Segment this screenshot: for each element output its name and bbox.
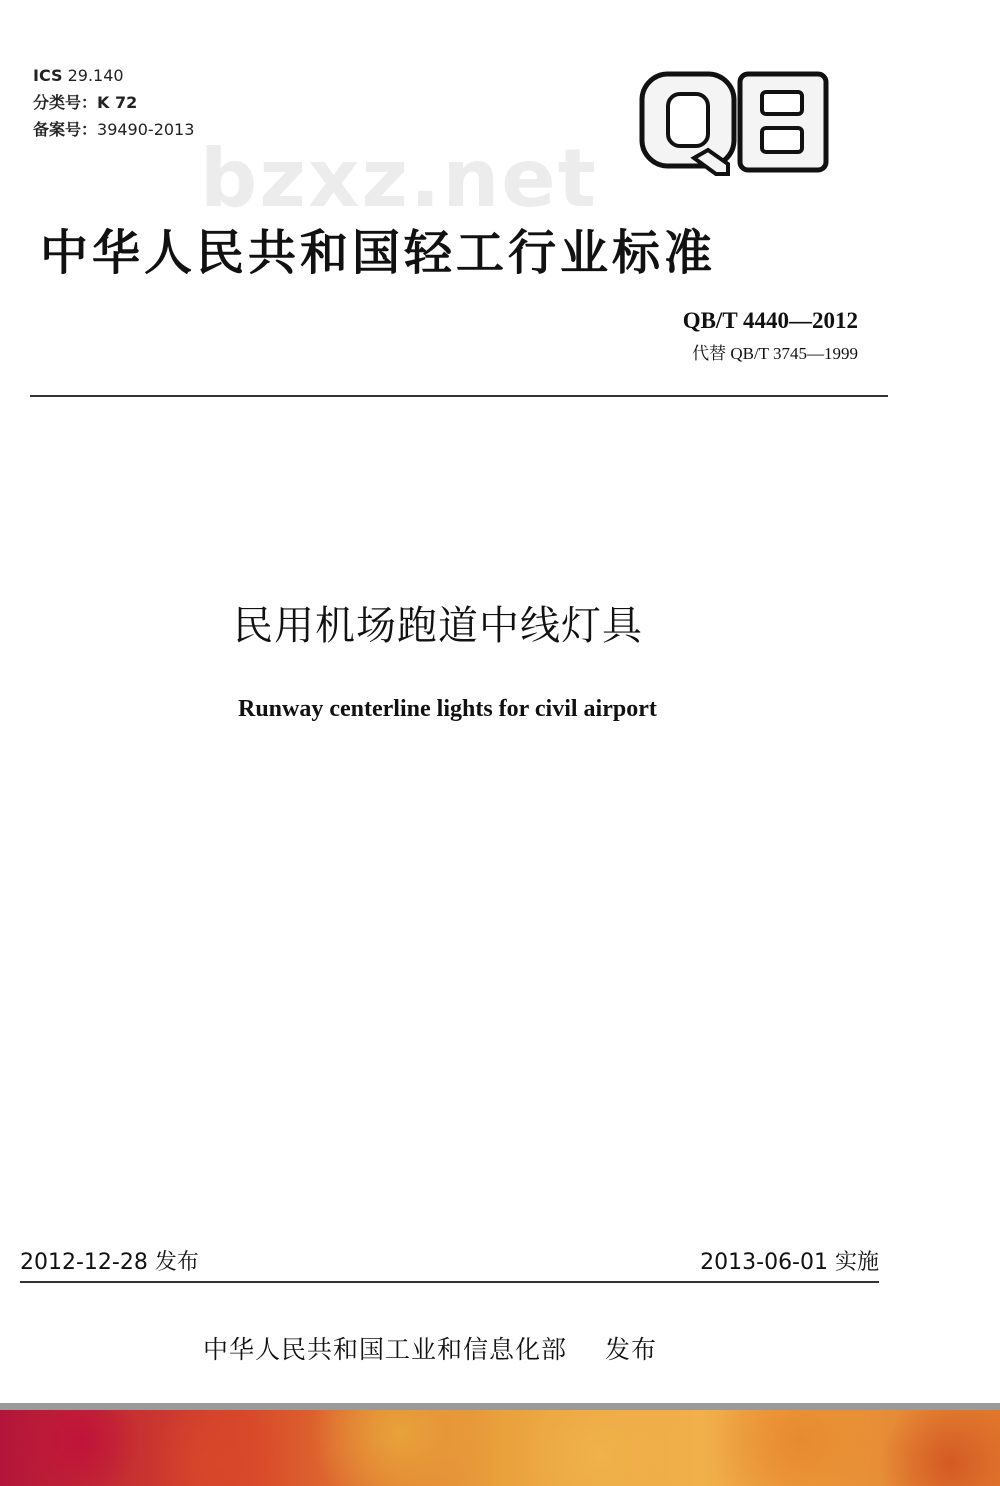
publish-action: 发布: [605, 1335, 658, 1364]
standard-code-block: [683, 308, 858, 364]
ics-value: 29.140: [67, 66, 124, 85]
header-divider: [30, 395, 888, 397]
record-row: [33, 116, 194, 143]
page-edge-shadow: [0, 1403, 1000, 1410]
record-value: 39490-2013: [97, 120, 195, 139]
ics-row: [33, 62, 194, 89]
document-title-en: Runway centerline lights for civil airport: [238, 696, 657, 722]
effective-date: 2013-06-01 实施: [700, 1250, 879, 1275]
document-title-cn: 民用机场跑道中线灯具: [233, 603, 643, 649]
footer-divider: [20, 1281, 879, 1283]
ics-label: ICS: [33, 66, 63, 85]
watermark: bzxz.net: [200, 132, 598, 225]
classification-block: [33, 62, 194, 143]
issue-date: 2012-12-28 发布: [20, 1250, 199, 1275]
category-row: [33, 89, 194, 116]
standard-main-title: 中华人民共和国轻工行业标准: [40, 225, 717, 281]
standard-code: QB/T 4440—2012: [682, 308, 858, 333]
background-floral-banner: [0, 1410, 1000, 1486]
qb-logo: [638, 70, 830, 178]
category-value: K 72: [97, 93, 138, 112]
category-label: 分类号：: [33, 93, 98, 112]
publisher-line: [203, 1330, 657, 1366]
replaces-code: 代替 QB/T 3745—1999: [692, 344, 858, 363]
publisher-name: 中华人民共和国工业和信息化部: [203, 1335, 568, 1364]
record-label: 备案号：: [33, 120, 98, 139]
